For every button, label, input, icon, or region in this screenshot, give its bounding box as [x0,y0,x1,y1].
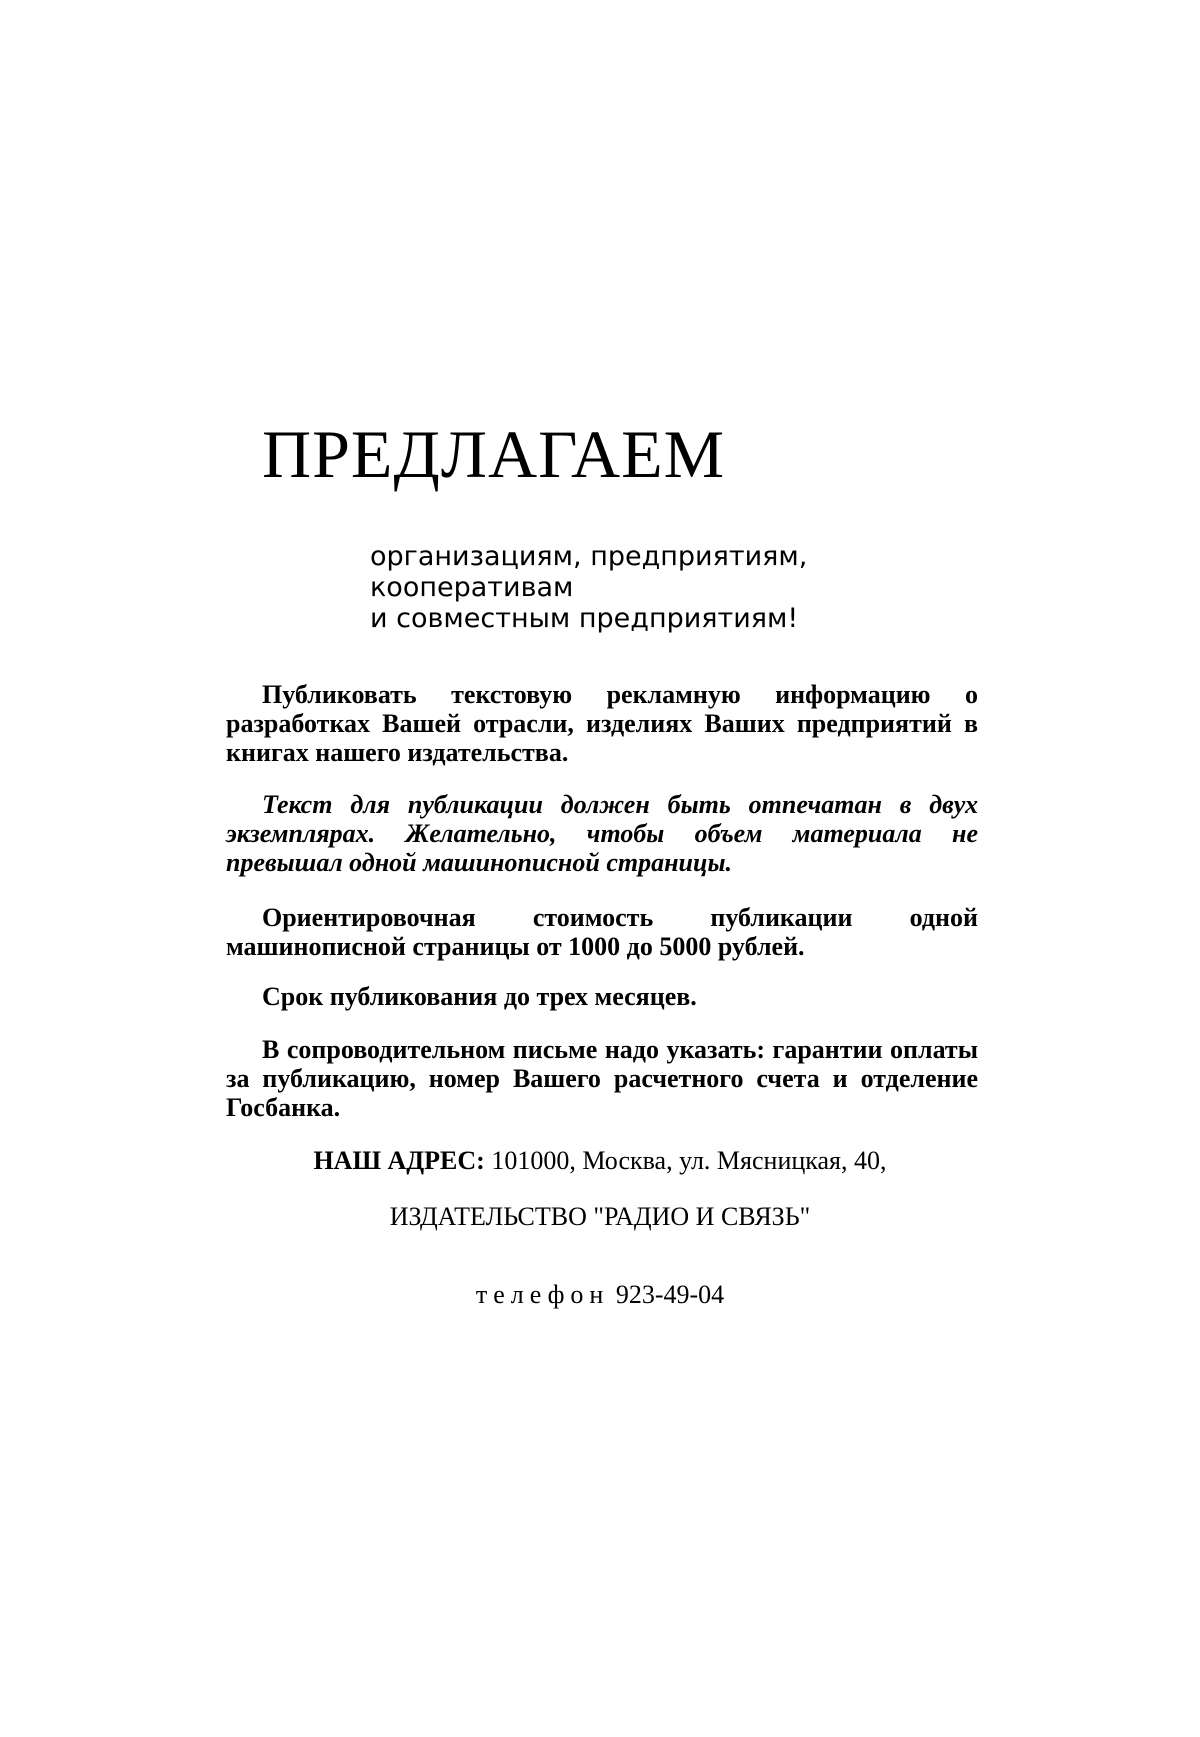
paragraph-cost: Ориентировочная стоимость публикации одной машинописной страницы от 1000 до 5000 рублей. [226,903,978,961]
paragraph-requirements: Текст для публикации должен быть отпечатан в двух экземплярах. Желательно, чтобы объем материала не превышал одной машинописной страницы. [226,790,978,877]
phone-number: 923-49-04 [609,1280,725,1309]
address-text: 101000, Москва, ул. Мясницкая, 40, [484,1146,887,1175]
audience-line-1: организациям, предприятиям, [370,541,808,572]
publisher-name: ИЗДАТЕЛЬСТВО "РАДИО И СВЯЗЬ" [389,1202,811,1231]
address-label: НАШ АДРЕС: [313,1146,485,1175]
address-line [0,1146,1200,1176]
audience-line-3: и совместным предприятиям! [370,603,799,634]
audience-block [370,541,807,634]
phone-line [0,1280,1200,1310]
audience-line-2: кооперативам [370,572,574,603]
paragraph-offer: Публиковать текстовую рекламную информацию о разработках Вашей отрасли, изделиях Ваших предприятий в книгах нашего издательства. [226,680,978,767]
paragraph-term: Срок публикования до трех месяцев. [262,982,697,1011]
headline: ПРЕДЛАГАЕМ [262,416,726,492]
paragraph-cover-letter: В сопроводительном письме надо указать: гарантии оплаты за публикацию, номер Вашего расчетного счета и отделение Госбанка. [226,1035,978,1122]
phone-label: телефон [475,1280,610,1309]
